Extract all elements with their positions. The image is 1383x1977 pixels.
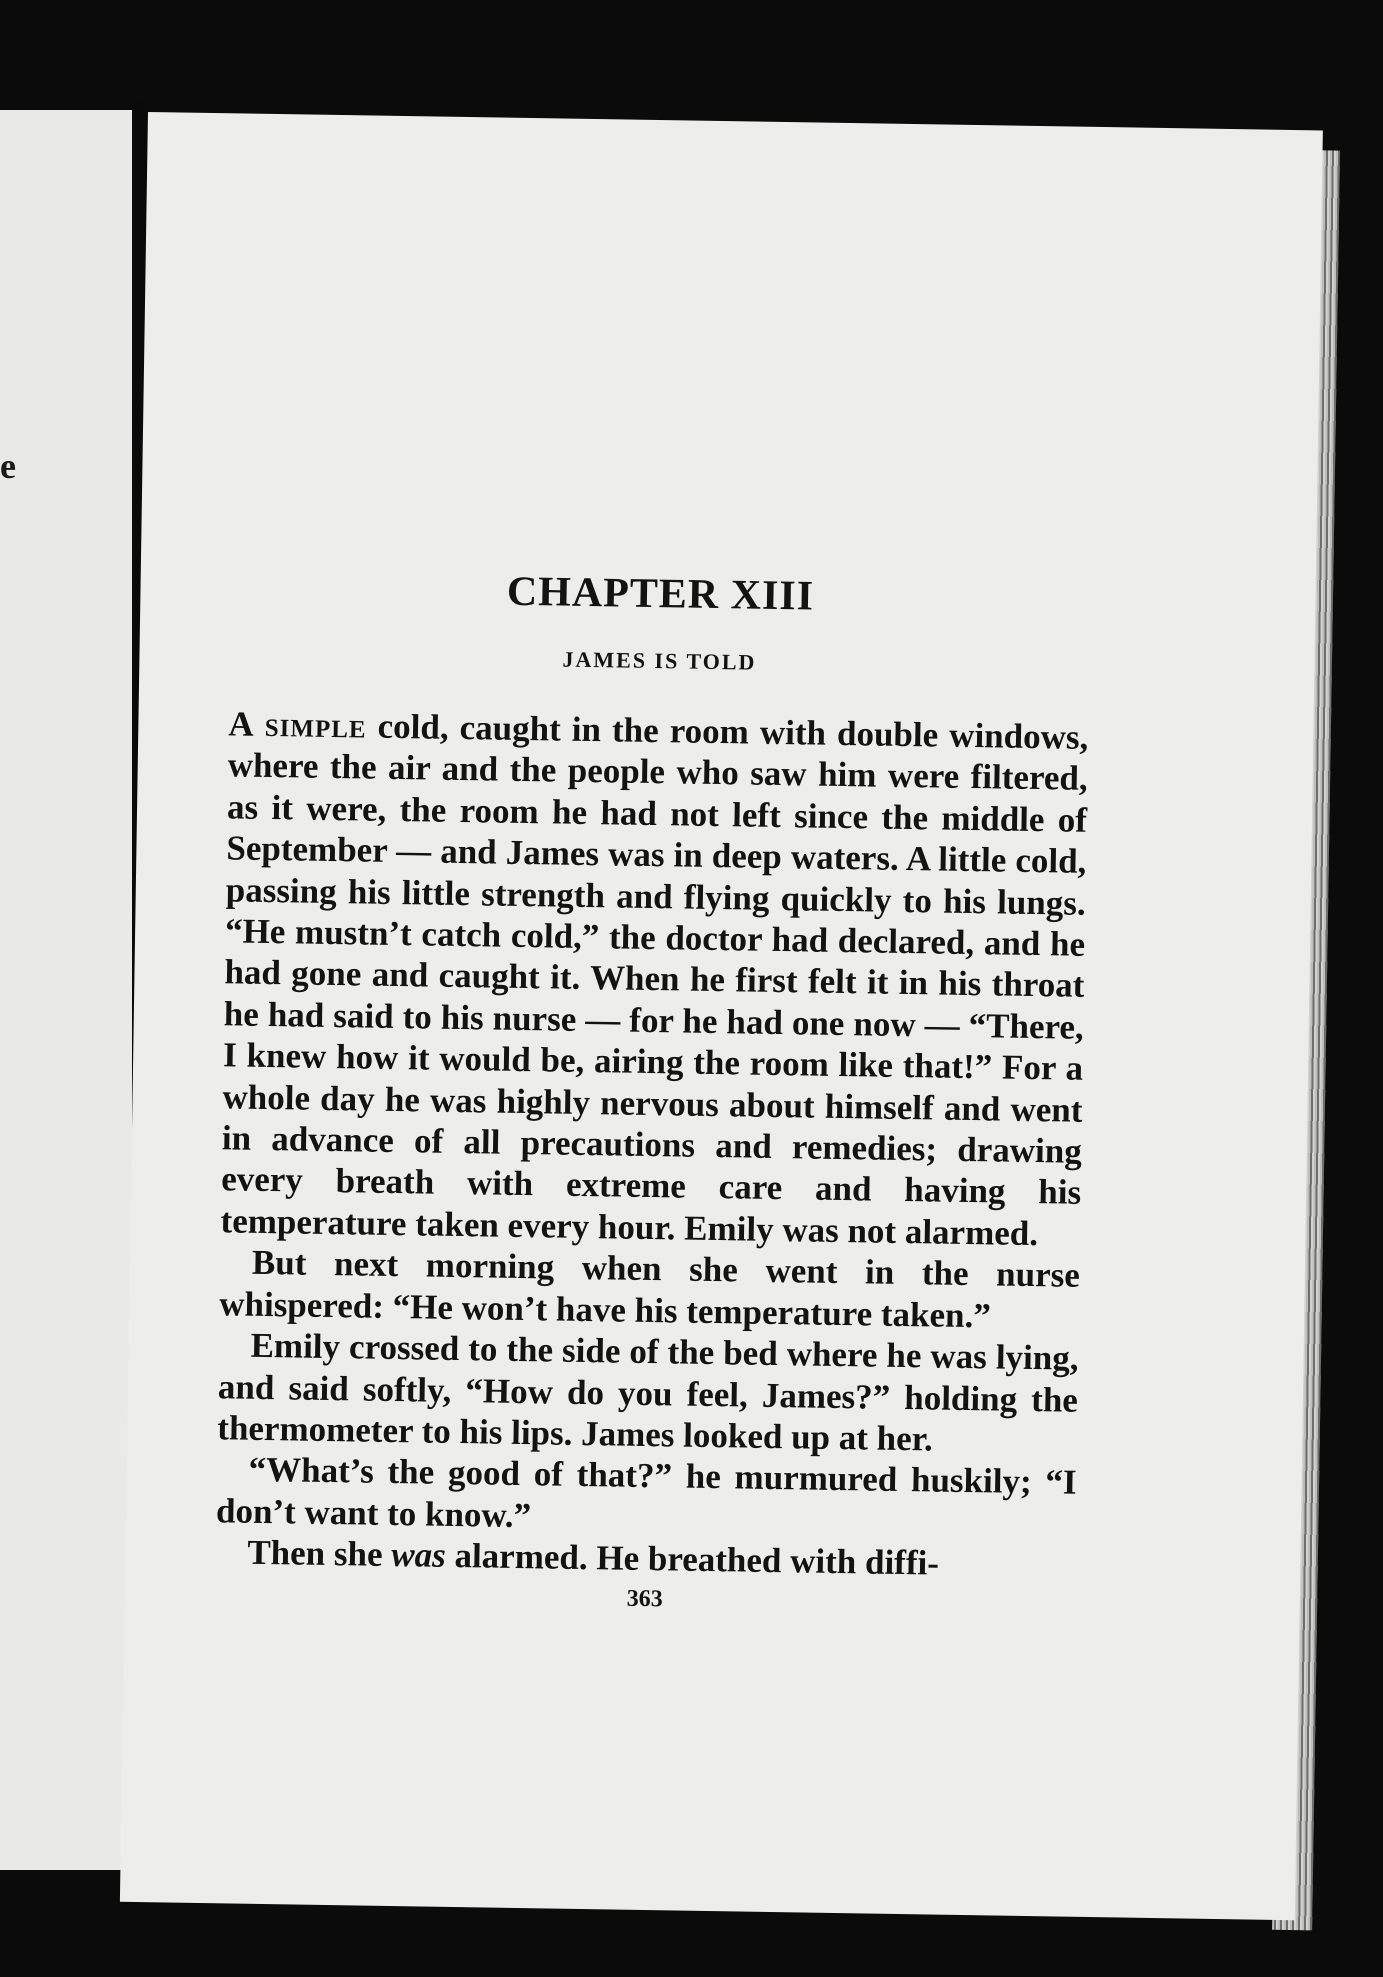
book-page xyxy=(120,112,1323,1920)
chapter-subtitle: JAMES IS TOLD xyxy=(562,646,757,675)
paragraph-1-text: cold, caught in the room with double windows, where the air and the people who saw him were filtered, as it were, the room he had not left since the middle of September — and James was in deep waters. A little cold, passing his little strength and flying quickly to his lungs. “He mustn’t catch cold,” the doctor had declared, and he had gone and caught it. When he first felt it in his throat he had said to his nurse — for he had one now — “There, I knew how it would be, airing the room like that!” For a whole day he was highly nervous about himself and went in advance of all precautions and remedies; drawing every breath with extreme care and having his temperature taken every hour. Emily was not alarmed. xyxy=(220,706,1089,1253)
left-page-edge xyxy=(0,110,132,1870)
paragraph-2: But next morning when she went in the nurse whispered: “He won’t have his temperature taken.” xyxy=(218,1243,1081,1336)
paragraph-3: Emily crossed to the side of the bed where he was lying, and said softly, “How do you feel, James?” holding the thermometer to his lips. James looked up at her. xyxy=(217,1325,1079,1459)
left-page-fragment: e xyxy=(0,446,16,486)
page-content xyxy=(215,563,1091,1619)
paragraph-5-text-before: Then she xyxy=(247,1532,392,1575)
paragraph-5-text-after: alarmed. He breathed with diffi- xyxy=(445,1535,940,1583)
opening-words: A simple xyxy=(228,704,367,746)
paragraph-5-emphasis: was xyxy=(391,1535,447,1575)
chapter-title: CHAPTER XIII xyxy=(506,568,815,620)
page-number: 363 xyxy=(626,1585,663,1612)
paragraph-4: “What’s the good of that?” he murmured huskily; “I don’t want to know.” xyxy=(215,1450,1077,1535)
paragraph-1 xyxy=(220,703,1088,1255)
